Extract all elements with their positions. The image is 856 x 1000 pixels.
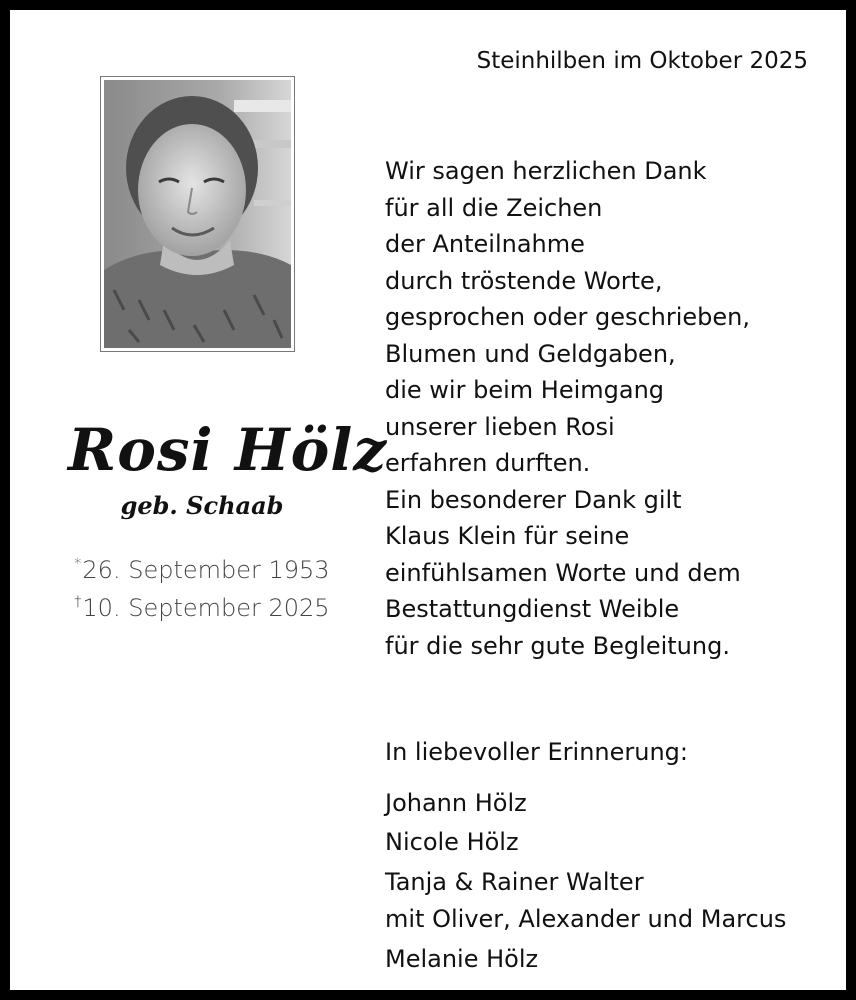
thanks-line: unserer lieben Rosi	[385, 412, 615, 441]
death-date: 10. September 2025	[82, 594, 330, 622]
place-date: Steinhilben im Oktober 2025	[476, 48, 808, 74]
thanks-line: für all die Zeichen	[385, 193, 603, 222]
thanks-line: Wir sagen herzlichen Dank	[385, 157, 707, 185]
family-member: Johann Hölz	[385, 789, 527, 817]
memory-heading: In liebevoller Erinnerung:	[385, 738, 688, 766]
portrait-photo	[100, 76, 295, 352]
birth-date: 26. September 1953	[82, 556, 330, 584]
family-member: Tanja & Rainer Walter	[385, 868, 644, 896]
death-symbol: †	[74, 594, 82, 610]
thanks-line: durch tröstende Worte,	[385, 266, 663, 295]
thanks-line: Blumen und Geldgaben,	[385, 339, 676, 368]
thanks-text	[385, 153, 750, 664]
family-member: mit Oliver, Alexander und Marcus	[385, 905, 787, 933]
thanks-line: gesprochen oder geschrieben,	[385, 303, 751, 331]
portrait-image	[104, 80, 291, 348]
death-date-line	[68, 594, 336, 622]
thanks-line: für die sehr gute Begleitung.	[385, 631, 730, 660]
thanks-line: Ein besonderer Dank gilt	[385, 485, 682, 514]
family-member: Nicole Hölz	[385, 828, 519, 856]
thanks-line: der Anteilnahme	[385, 230, 585, 258]
deceased-name: Rosi Hölz	[68, 416, 388, 484]
maiden-name: geb. Schaab	[120, 491, 284, 520]
birth-date-line	[68, 556, 336, 584]
thanks-line: die wir beim Heimgang	[385, 376, 665, 404]
thanks-line: Bestattungdienst Weible	[385, 595, 680, 623]
portrait-icon	[104, 80, 291, 348]
thanks-line: Klaus Klein für seine	[385, 522, 630, 550]
birth-symbol: *	[74, 556, 82, 572]
thanks-line: einfühlsamen Worte und dem	[385, 558, 741, 587]
family-member: Melanie Hölz	[385, 945, 539, 973]
thanks-line: erfahren durften.	[385, 449, 591, 477]
